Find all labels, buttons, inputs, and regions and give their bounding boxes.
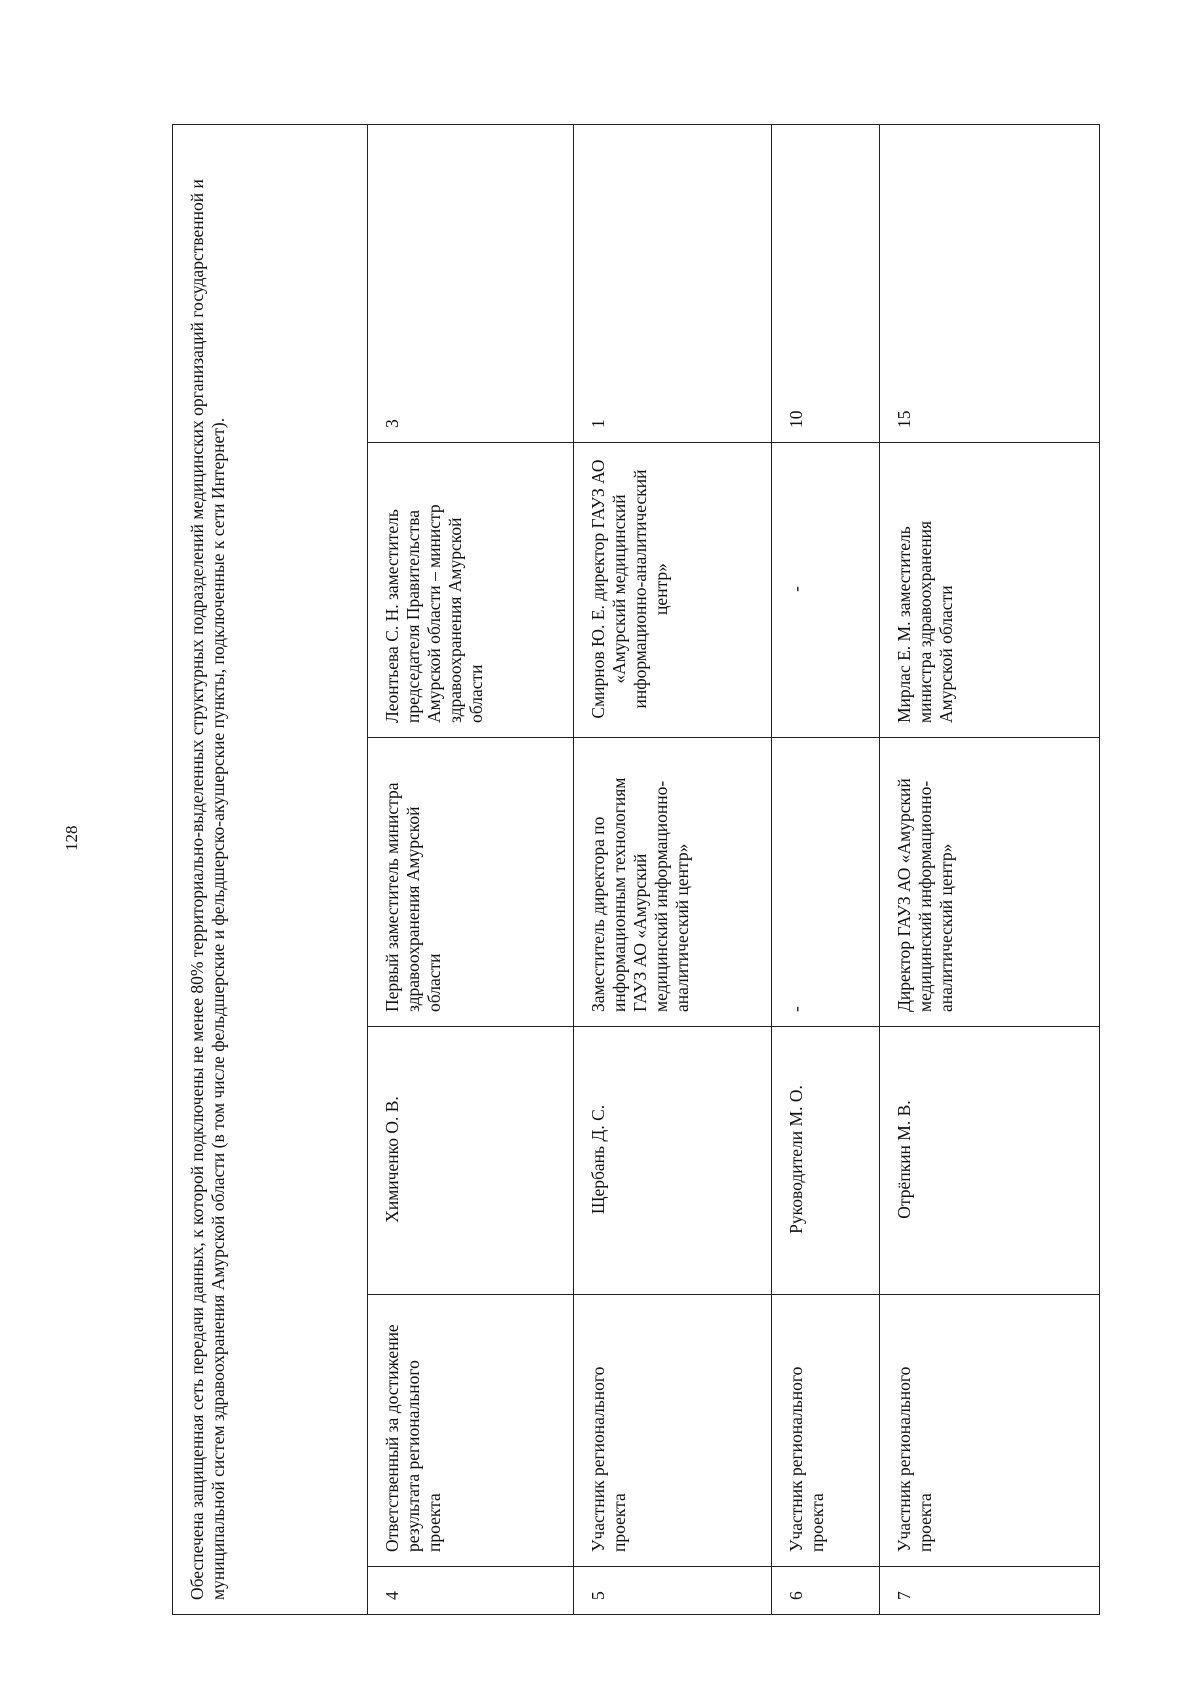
supervisor-cell: Смирнов Ю. Е. директор ГАУЗ АО «Амурский медицинский информационно-аналитический центр» <box>574 443 772 738</box>
load-cell: 3 <box>368 124 574 442</box>
result-header-row <box>173 124 368 1614</box>
role-cell: Участник регионального проекта <box>574 1295 772 1567</box>
load-cell: 10 <box>772 124 880 442</box>
supervisor-cell: Леонтьева С. Н. заместитель председателя Правительства Амурской области – министр здравоохранения Амурской области <box>368 443 574 738</box>
row-number: 6 <box>772 1567 880 1615</box>
person-cell: Отрёпкин М. В. <box>880 1027 1100 1295</box>
position-cell: Директор ГАУЗ АО «Амурский медицинский информационно-аналитический центр» <box>880 738 1100 1027</box>
role-cell: Участник регионального проекта <box>772 1295 880 1567</box>
position-cell: Первый заместитель министра здравоохранения Амурской области <box>368 738 574 1027</box>
supervisor-cell: - <box>772 443 880 738</box>
page-number: 128 <box>62 825 81 851</box>
table-row <box>368 124 574 1614</box>
person-cell: Руководители М. О. <box>772 1027 880 1295</box>
table-row <box>574 124 772 1614</box>
rotated-page-content <box>172 125 1078 1615</box>
table-row <box>880 124 1100 1614</box>
person-cell: Химиченко О. В. <box>368 1027 574 1295</box>
table-row <box>772 124 880 1614</box>
position-cell: - <box>772 738 880 1027</box>
role-cell: Ответственный за достижение результата регионального проекта <box>368 1295 574 1567</box>
load-cell: 15 <box>880 124 1100 442</box>
load-cell: 1 <box>574 124 772 442</box>
participants-table <box>172 124 1100 1615</box>
supervisor-cell: Мирлас Е. М. заместитель министра здравоохранения Амурской области <box>880 443 1100 738</box>
role-cell: Участник регионального проекта <box>880 1295 1100 1567</box>
result-description: Обеспечена защищенная сеть передачи данных, к которой подключены не менее 80% территориально-выделенных структурных подразделений медицинских организаций государственной и муниципальной систем здравоохранения Амурской области (в том числе фельдшерские и фельдшерско-акушерские пункты, подключенные к сети Интернет). <box>173 124 368 1614</box>
row-number: 4 <box>368 1567 574 1615</box>
row-number: 5 <box>574 1567 772 1615</box>
position-cell: Заместитель директора по информационным технологиям ГАУЗ АО «Амурский медицинский информационно-аналитический центр» <box>574 738 772 1027</box>
person-cell: Щербань Д. С. <box>574 1027 772 1295</box>
row-number: 7 <box>880 1567 1100 1615</box>
